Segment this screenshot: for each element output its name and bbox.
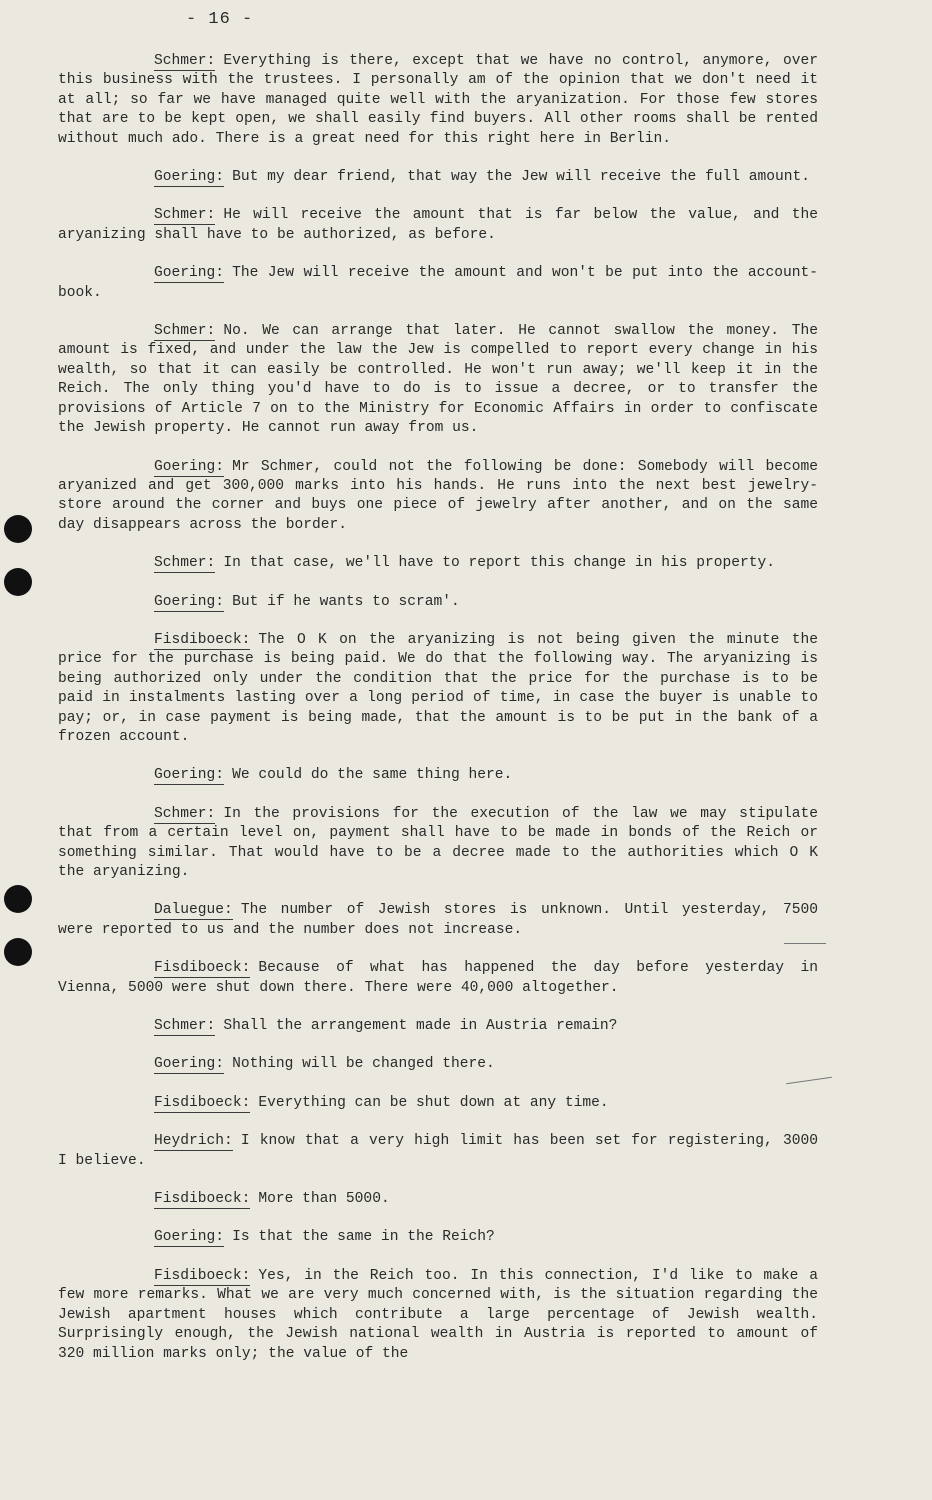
transcript-paragraph [58, 1190, 818, 1209]
speech-text: Because of what has happened the day before yesterday in Vienna, 5000 were shut down there. There were 40,000 altogether. [58, 960, 818, 996]
transcript-body [58, 52, 818, 1383]
speech-text: I know that a very high limit has been set for registering, 3000 I believe. [58, 1133, 818, 1169]
transcript-paragraph [58, 1267, 818, 1364]
transcript-paragraph [58, 805, 818, 883]
speaker-name: Heydrich: [154, 1133, 233, 1150]
transcript-paragraph [58, 264, 818, 303]
speech-text: In that case, we'll have to report this change in his property. [223, 555, 776, 572]
punch-hole [4, 515, 32, 543]
speech-text: In the provisions for the execution of the law we may stipulate that from a certain level on, payment shall have to be made in bonds of the Reich or something similar. That would have to be a decree made to the authorities which O K the aryanizing. [58, 805, 818, 880]
speaker-name: Fisdiboeck: [154, 631, 251, 648]
speech-text: Shall the arrangement made in Austria remain? [223, 1018, 618, 1035]
speaker-name: Schmer: [154, 53, 216, 69]
speaker-name: Schmer: [154, 555, 216, 572]
speaker-name: Goering: [154, 767, 225, 784]
page-number-value: 16 [208, 10, 231, 29]
speaker-name: Fisdiboeck: [154, 1191, 251, 1208]
speaker-name: Schmer: [154, 323, 216, 340]
speech-text: Mr Schmer, could not the following be done: Somebody will become aryanized and get 300,000 marks into his hands. He runs into the next best jewelry-store around the corner and buys one piece of jewelry after another, and on the same day disappears across the border. [58, 458, 818, 533]
speaker-name: Goering: [154, 1056, 225, 1073]
speaker-name: Schmer: [154, 207, 216, 224]
speaker-name: Goering: [154, 458, 225, 475]
transcript-paragraph [58, 52, 818, 149]
speech-text: But if he wants to scram'. [232, 593, 460, 610]
transcript-paragraph [58, 168, 818, 187]
transcript-paragraph [58, 1094, 818, 1113]
speaker-name: Daluegue: [154, 902, 233, 919]
speaker-name: Goering: [154, 1229, 225, 1246]
transcript-paragraph [58, 1017, 818, 1036]
speaker-name: Schmer: [154, 1018, 216, 1035]
speaker-name: Goering: [154, 265, 225, 282]
transcript-paragraph [58, 901, 818, 940]
speaker-name: Fisdiboeck: [154, 960, 251, 977]
speech-text: The number of Jewish stores is unknown. Until yesterday, 7500 were reported to us and the number does not increase. [58, 902, 818, 938]
transcript-paragraph [58, 1132, 818, 1171]
speech-text: We could do the same thing here. [232, 767, 513, 784]
transcript-paragraph [58, 206, 818, 245]
speech-text: But my dear friend, that way the Jew will receive the full amount. [232, 169, 811, 186]
punch-hole [4, 938, 32, 966]
transcript-paragraph [58, 959, 818, 998]
transcript-paragraph [58, 554, 818, 573]
speaker-name: Fisdiboeck: [154, 1267, 251, 1284]
speech-text: The Jew will receive the amount and won't be put into the account-book. [58, 265, 818, 301]
speech-text: Is that the same in the Reich? [232, 1229, 495, 1246]
speaker-name: Goering: [154, 169, 225, 186]
speech-text: No. We can arrange that later. He cannot swallow the money. The amount is fixed, and under the law the Jew is compelled to report every change in his wealth, so that it can easily be controlled. He won't run away; we'll keep it in the Reich. The only thing you'd have to do is to issue a decree, or to transfer the provisions of Article 7 on to the Ministry for Economic Affairs in order to confiscate the Jewish property. He cannot run away from us. [58, 323, 818, 437]
page-number: - 16 - [186, 10, 254, 29]
speech-text: Everything can be shut down at any time. [258, 1094, 609, 1111]
speaker-name: Schmer: [154, 805, 216, 822]
speech-text: Yes, in the Reich too. In this connection, I'd like to make a few more remarks. What we are very much concerned with, is the situation regarding the Jewish apartment houses which contribute a large percentage of Jewish wealth. Surprisingly enough, the Jewish national wealth in Austria is reported to amount of 320 million marks only; the value of the [58, 1267, 818, 1362]
speech-text: The O K on the aryanizing is not being given the minute the price for the purchase is being paid. We do that the following way. The aryanizing is being authorized only under the condition that the price for the purchase is to be paid in instalments lasting over a long period of time, in case the buyer is unable to pay; or, in case payment is being made, that the amount is to be put in the bank of a frozen account. [58, 631, 818, 745]
speech-text: He will receive the amount that is far below the value, and the aryanizing shall have to be authorized, as before. [58, 207, 818, 243]
speech-text: Everything is there, except that we have no control, anymore, over this business with the trustees. I personally am of the opinion that we don't need it at all; so far we have managed quite well with the aryanization. For those few stores that are to be kept open, we shall easily find buyers. All other rooms shall be rented without much ado. There is a great need for this right here in Berlin. [58, 53, 818, 147]
transcript-paragraph [58, 1055, 818, 1074]
punch-hole [4, 885, 32, 913]
speech-text: Nothing will be changed there. [232, 1056, 495, 1073]
speaker-name: Goering: [154, 593, 225, 610]
transcript-paragraph [58, 322, 818, 438]
transcript-paragraph [58, 593, 818, 612]
punch-hole [4, 568, 32, 596]
transcript-paragraph [58, 631, 818, 747]
transcript-paragraph [58, 766, 818, 785]
speaker-name: Fisdiboeck: [154, 1094, 251, 1111]
transcript-paragraph [58, 1228, 818, 1247]
transcript-paragraph [58, 458, 818, 536]
speech-text: More than 5000. [258, 1191, 390, 1208]
